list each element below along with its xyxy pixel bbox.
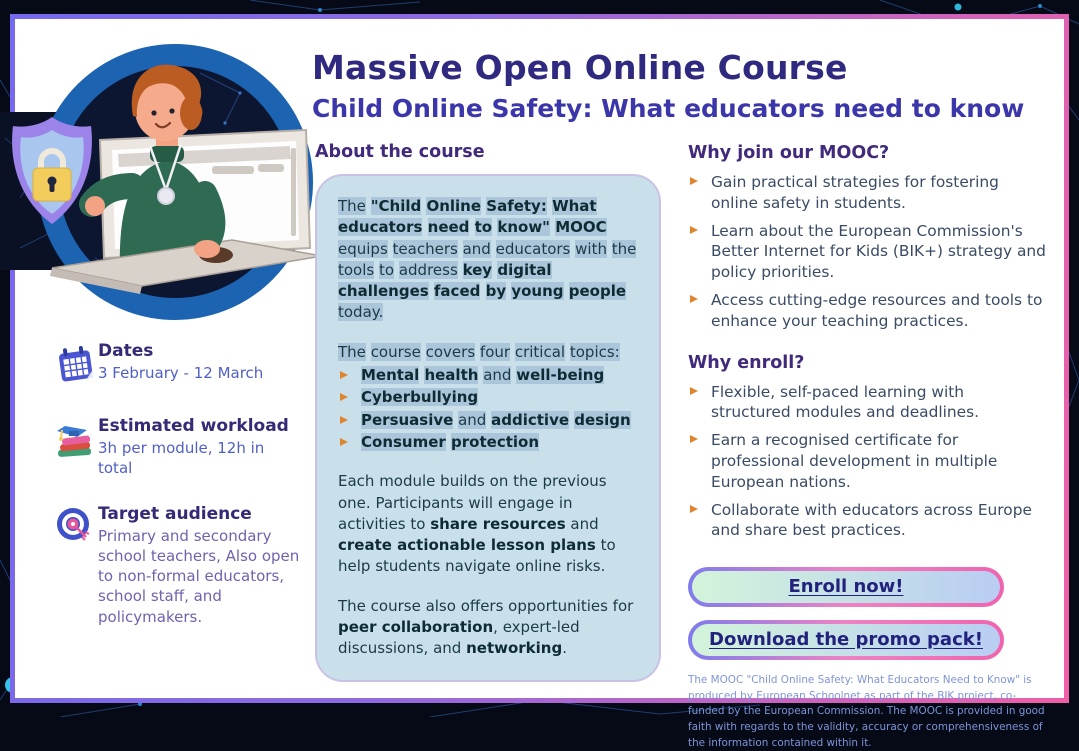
about-paragraph-3: The course also offers opportunities for peer collaboration, expert-led discussions, and networking. (338, 596, 634, 658)
info-item-workload (52, 416, 308, 479)
why-enroll-list (688, 382, 1046, 542)
about-box (315, 174, 661, 682)
info-text-dates: 3 February - 12 March (98, 364, 264, 382)
why-join-list (688, 172, 1046, 332)
calendar-icon (52, 341, 98, 391)
topic-item: Persuasive and addictive design (338, 410, 638, 431)
about-paragraph-2: Each module builds on the previous one. Participants will engage in activities to share resources and create actionable lesson plans to help students navigate online risks. (338, 472, 616, 576)
why-enroll-heading: Why enroll? (688, 352, 805, 373)
about-paragraph-1: The "Child Online Safety: What educators need to know" MOOC equips teachers and educators with the tools to address key digital challenges faced by young people today. (338, 197, 637, 322)
topic-item: Consumer protection (338, 432, 638, 453)
list-item: Gain practical strategies for fostering online safety in students. (688, 172, 1046, 214)
info-item-audience (52, 504, 308, 627)
page-subtitle: Child Online Safety: What educators need to know (312, 94, 1025, 123)
info-title-audience: Target audience (98, 503, 252, 524)
list-item: Earn a recognised certificate for professional development in multiple European nations. (688, 430, 1046, 492)
topic-item: Mental health and well-being (338, 365, 638, 386)
why-join-heading: Why join our MOOC? (688, 143, 890, 163)
right-column (688, 143, 1046, 751)
info-title-dates: Dates (98, 341, 154, 361)
info-panel (52, 341, 308, 652)
enroll-button[interactable]: Enroll now! (688, 567, 1004, 607)
topic-item: Cyberbullying (338, 387, 638, 408)
info-title-workload: Estimated workload (98, 416, 289, 436)
books-graduation-icon (52, 416, 98, 479)
cta-buttons (688, 567, 1046, 660)
target-icon (52, 504, 98, 627)
list-item: Access cutting-edge resources and tools to enhance your teaching practices. (688, 290, 1046, 332)
about-topics-intro: The course covers four critical topics: (338, 342, 620, 361)
header (312, 48, 1052, 123)
info-text-audience: Primary and secondary school teachers, Also open to non-formal educators, school staff, and policymakers. (98, 526, 300, 626)
list-item: Flexible, self-paced learning with structured modules and deadlines. (688, 382, 1046, 424)
list-item: Collaborate with educators across Europe and share best practices. (688, 500, 1046, 542)
info-item-dates (52, 341, 308, 391)
about-section (315, 142, 663, 682)
about-heading: About the course (315, 142, 485, 162)
topic-list (338, 365, 638, 453)
list-item: Learn about the European Commission's Better Internet for Kids (BIK+) strategy and policy priorities. (688, 221, 1046, 283)
disclaimer-text: The MOOC "Child Online Safety: What Educators Need to Know" is produced by European Schoolnet as part of the BIK project, co-funded by the European Commission. The MOOC is provided in good faith with regards to the validity, accuracy or comprehensiveness of the information contained within it. (688, 674, 1045, 749)
info-text-workload: 3h per module, 12h in total (98, 439, 265, 478)
download-promo-button[interactable]: Download the promo pack! (688, 620, 1004, 660)
page-title: Massive Open Online Course (312, 48, 848, 87)
